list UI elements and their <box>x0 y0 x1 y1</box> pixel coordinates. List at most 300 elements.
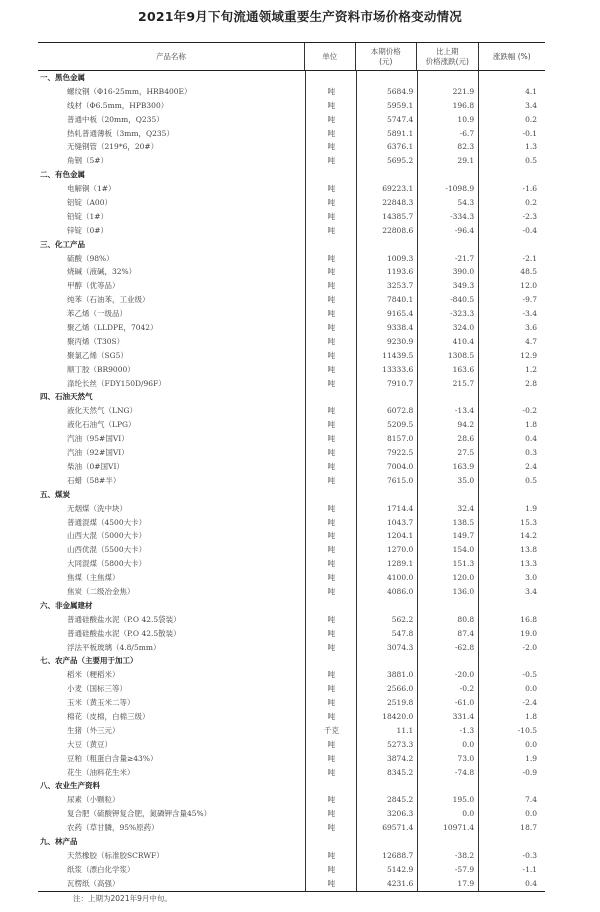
price-cell: 69223.1 <box>356 182 417 196</box>
table-row <box>38 127 545 141</box>
price-cell: 5209.5 <box>356 418 417 432</box>
category-row <box>38 390 545 404</box>
unit-cell: 吨 <box>305 377 356 391</box>
pct-cell: 3.4 <box>478 99 545 113</box>
price-cell: 5891.1 <box>356 127 417 141</box>
empty-cell <box>417 599 478 613</box>
pct-cell: 3.4 <box>478 585 545 599</box>
price-cell: 3074.3 <box>356 641 417 655</box>
change-cell: 32.4 <box>417 502 478 516</box>
category-label: 一、黑色金属 <box>40 73 85 82</box>
table-row <box>38 418 545 432</box>
price-cell: 1043.7 <box>356 516 417 530</box>
product-name: 液化石油气（LPG） <box>67 420 136 430</box>
price-cell: 3874.2 <box>356 752 417 766</box>
price-cell: 7910.7 <box>356 377 417 391</box>
unit-cell: 吨 <box>305 140 356 154</box>
empty-cell <box>305 168 356 182</box>
header-price-line2: (元) <box>379 56 393 66</box>
price-cell: 4100.0 <box>356 571 417 585</box>
price-cell: 1289.1 <box>356 557 417 571</box>
unit-cell: 吨 <box>305 363 356 377</box>
table-row <box>38 432 545 446</box>
price-table <box>38 42 545 892</box>
table-row <box>38 821 545 835</box>
category-row <box>38 835 545 849</box>
price-cell: 3206.3 <box>356 807 417 821</box>
category-label: 九、林产品 <box>40 836 78 846</box>
product-name: 普通中板（20mm，Q235） <box>67 114 164 124</box>
category-label: 二、有色金属 <box>40 170 85 180</box>
pct-cell: 13.3 <box>478 557 545 571</box>
change-cell: -334.3 <box>417 210 478 224</box>
price-cell: 2845.2 <box>356 793 417 807</box>
product-name: 无缝钢管（219*6，20#） <box>67 142 159 152</box>
pct-cell: -0.9 <box>478 766 545 780</box>
empty-cell <box>417 488 478 502</box>
product-name: 线材（Φ6.5mm，HPB300） <box>67 100 169 110</box>
footnote: 注：上期为2021年9月中旬。 <box>73 894 172 903</box>
unit-cell: 吨 <box>305 821 356 835</box>
product-name: 烧碱（液碱，32%） <box>67 267 137 277</box>
unit-cell: 吨 <box>305 571 356 585</box>
unit-cell: 吨 <box>305 182 356 196</box>
category-row <box>38 71 545 85</box>
table-header <box>38 43 545 71</box>
pct-cell: 12.9 <box>478 349 545 363</box>
unit-cell: 吨 <box>305 849 356 863</box>
table-row <box>38 446 545 460</box>
empty-cell <box>417 168 478 182</box>
pct-cell: 3.6 <box>478 321 545 335</box>
unit-cell: 吨 <box>305 543 356 557</box>
product-name: 角钢（5#） <box>67 156 109 166</box>
product-name: 山西优混（5500大卡） <box>67 545 147 555</box>
table-row <box>38 279 545 293</box>
unit-cell: 吨 <box>305 863 356 877</box>
unit-cell: 吨 <box>305 99 356 113</box>
table-row <box>38 307 545 321</box>
price-cell: 7004.0 <box>356 460 417 474</box>
empty-cell <box>478 238 545 252</box>
header-product-name: 产品名称 <box>155 51 186 61</box>
pct-cell: -2.1 <box>478 252 545 266</box>
empty-cell <box>478 488 545 502</box>
unit-cell: 吨 <box>305 418 356 432</box>
empty-cell <box>305 654 356 668</box>
unit-cell: 吨 <box>305 557 356 571</box>
category-row <box>38 599 545 613</box>
table-row <box>38 460 545 474</box>
change-cell: 28.6 <box>417 432 478 446</box>
table-row <box>38 85 545 99</box>
empty-cell <box>305 488 356 502</box>
pct-cell: 15.3 <box>478 516 545 530</box>
price-cell: 4231.6 <box>356 877 417 891</box>
table-body <box>38 71 545 891</box>
change-cell: 0.0 <box>417 738 478 752</box>
product-name: 纸浆（漂白化学浆） <box>67 864 135 874</box>
change-cell: 390.0 <box>417 265 478 279</box>
empty-cell <box>305 779 356 793</box>
table-row <box>38 196 545 210</box>
change-cell: 27.5 <box>417 446 478 460</box>
change-cell: -62.8 <box>417 641 478 655</box>
empty-cell <box>478 168 545 182</box>
unit-cell: 吨 <box>305 807 356 821</box>
product-name: 普通混煤（4500大卡） <box>67 517 147 527</box>
product-name: 尿素（小颗粒） <box>67 795 120 805</box>
product-name: 苯乙烯（一级品） <box>67 309 127 319</box>
price-cell: 3881.0 <box>356 668 417 682</box>
product-name: 普通硅酸盐水泥（P.O 42.5袋装） <box>67 614 181 624</box>
unit-cell: 吨 <box>305 502 356 516</box>
price-cell: 7922.5 <box>356 446 417 460</box>
table-row <box>38 585 545 599</box>
pct-cell: -0.2 <box>478 404 545 418</box>
change-cell: 0.0 <box>417 807 478 821</box>
header-price-line1: 本期价格 <box>370 46 401 56</box>
table-row <box>38 710 545 724</box>
empty-cell <box>478 71 545 85</box>
change-cell: 138.5 <box>417 516 478 530</box>
product-name: 山西大混（5000大卡） <box>67 531 147 541</box>
pct-cell: 1.2 <box>478 363 545 377</box>
pct-cell: -2.3 <box>478 210 545 224</box>
price-cell: 3253.7 <box>356 279 417 293</box>
change-cell: 10.9 <box>417 113 478 127</box>
change-cell: 17.9 <box>417 877 478 891</box>
unit-cell: 吨 <box>305 766 356 780</box>
product-name: 螺纹钢（Φ16-25mm，HRB400E） <box>67 86 192 96</box>
product-name: 铝锭（A00） <box>67 198 112 208</box>
category-label: 八、农业生产资料 <box>40 781 100 791</box>
category-label: 六、非金属建材 <box>40 600 93 610</box>
product-name: 石蜡（58#半） <box>67 475 121 485</box>
price-cell: 69571.4 <box>356 821 417 835</box>
category-label: 三、化工产品 <box>40 239 85 249</box>
table-row <box>38 113 545 127</box>
change-cell: 94.2 <box>417 418 478 432</box>
unit-cell: 吨 <box>305 877 356 891</box>
product-name: 花生（油料花生米） <box>67 767 135 777</box>
unit-cell: 吨 <box>305 279 356 293</box>
price-cell: 13333.6 <box>356 363 417 377</box>
change-cell: -840.5 <box>417 293 478 307</box>
pct-cell: 4.1 <box>478 85 545 99</box>
price-cell: 1204.1 <box>356 529 417 543</box>
table-row <box>38 627 545 641</box>
table-row <box>38 738 545 752</box>
pct-cell: 0.5 <box>478 154 545 168</box>
unit-cell: 吨 <box>305 404 356 418</box>
pct-cell: 1.3 <box>478 140 545 154</box>
product-name: 大豆（黄豆） <box>67 739 112 749</box>
change-cell: 35.0 <box>417 474 478 488</box>
category-label: 四、石油天然气 <box>40 392 93 402</box>
pct-cell: 14.2 <box>478 529 545 543</box>
change-cell: 120.0 <box>417 571 478 585</box>
unit-cell: 吨 <box>305 710 356 724</box>
change-cell: 29.1 <box>417 154 478 168</box>
table-row <box>38 682 545 696</box>
unit-cell: 吨 <box>305 682 356 696</box>
pct-cell: -9.7 <box>478 293 545 307</box>
category-label: 七、农产品（主要用于加工） <box>40 656 138 666</box>
pct-cell: 0.2 <box>478 196 545 210</box>
page-title: 2021年9月下旬流通领域重要生产资料市场价格变动情况 <box>138 9 462 24</box>
change-cell: -6.7 <box>417 127 478 141</box>
table-row <box>38 321 545 335</box>
price-cell: 11439.5 <box>356 349 417 363</box>
table-row <box>38 474 545 488</box>
change-cell: 331.4 <box>417 710 478 724</box>
empty-cell <box>478 599 545 613</box>
pct-cell: 7.4 <box>478 793 545 807</box>
table-row <box>38 752 545 766</box>
product-name: 棉花（皮棉，白棉三级） <box>67 711 150 721</box>
price-cell: 9165.4 <box>356 307 417 321</box>
pct-cell: -1.1 <box>478 863 545 877</box>
unit-cell: 吨 <box>305 613 356 627</box>
empty-cell <box>356 654 417 668</box>
pct-cell: 0.3 <box>478 446 545 460</box>
change-cell: -13.4 <box>417 404 478 418</box>
empty-cell <box>417 390 478 404</box>
table-row <box>38 224 545 238</box>
product-name: 硫酸（98%） <box>67 253 114 263</box>
empty-cell <box>417 835 478 849</box>
empty-cell <box>356 488 417 502</box>
unit-cell: 吨 <box>305 252 356 266</box>
table-row <box>38 210 545 224</box>
empty-cell <box>305 599 356 613</box>
pct-cell: 0.0 <box>478 738 545 752</box>
pct-cell: 0.4 <box>478 877 545 891</box>
table-row <box>38 807 545 821</box>
pct-cell: 0.0 <box>478 682 545 696</box>
empty-cell <box>417 779 478 793</box>
unit-cell: 吨 <box>305 265 356 279</box>
price-cell: 8345.2 <box>356 766 417 780</box>
change-cell: 196.8 <box>417 99 478 113</box>
pct-cell: -3.4 <box>478 307 545 321</box>
pct-cell: 16.8 <box>478 613 545 627</box>
table-row <box>38 793 545 807</box>
pct-cell: -0.1 <box>478 127 545 141</box>
price-cell: 5142.9 <box>356 863 417 877</box>
change-cell: -57.9 <box>417 863 478 877</box>
table-row <box>38 613 545 627</box>
table-row <box>38 696 545 710</box>
empty-cell <box>305 71 356 85</box>
empty-cell <box>478 835 545 849</box>
header-change-line2: 价格涨跌(元) <box>425 56 469 66</box>
pct-cell: -0.4 <box>478 224 545 238</box>
product-name: 聚氯乙烯（SG5） <box>67 350 128 360</box>
price-cell: 2519.8 <box>356 696 417 710</box>
product-name: 电解铜（1#） <box>67 184 116 194</box>
change-cell: 73.0 <box>417 752 478 766</box>
product-name: 液化天然气（LNG） <box>67 406 138 416</box>
change-cell: 163.6 <box>417 363 478 377</box>
unit-cell: 吨 <box>305 85 356 99</box>
price-cell: 562.2 <box>356 613 417 627</box>
change-cell: 151.3 <box>417 557 478 571</box>
product-name: 柴油（0#国VI） <box>67 461 124 471</box>
header-unit: 单位 <box>304 43 355 70</box>
empty-cell <box>356 168 417 182</box>
change-cell: 1308.5 <box>417 349 478 363</box>
product-name: 普通硅酸盐水泥（P.O 42.5散装） <box>67 628 181 638</box>
product-name: 聚丙烯（T30S） <box>67 336 125 346</box>
table-row <box>38 154 545 168</box>
table-row <box>38 543 545 557</box>
pct-cell: -2.4 <box>478 696 545 710</box>
pct-cell: -0.5 <box>478 668 545 682</box>
change-cell: -0.2 <box>417 682 478 696</box>
price-cell: 547.8 <box>356 627 417 641</box>
category-row <box>38 488 545 502</box>
price-cell: 18420.0 <box>356 710 417 724</box>
unit-cell: 千克 <box>305 724 356 738</box>
price-cell: 1193.6 <box>356 265 417 279</box>
unit-cell: 吨 <box>305 474 356 488</box>
price-cell: 12688.7 <box>356 849 417 863</box>
price-cell: 1270.0 <box>356 543 417 557</box>
change-cell: 349.3 <box>417 279 478 293</box>
pct-cell: -1.6 <box>478 182 545 196</box>
table-row <box>38 877 545 891</box>
pct-cell: 13.8 <box>478 543 545 557</box>
unit-cell: 吨 <box>305 321 356 335</box>
table-row <box>38 335 545 349</box>
empty-cell <box>356 238 417 252</box>
change-cell: 163.9 <box>417 460 478 474</box>
table-row <box>38 516 545 530</box>
product-name: 焦煤（主焦煤） <box>67 573 120 583</box>
price-cell: 4086.0 <box>356 585 417 599</box>
empty-cell <box>478 390 545 404</box>
price-cell: 2566.0 <box>356 682 417 696</box>
price-cell: 1714.4 <box>356 502 417 516</box>
product-name: 无烟煤（洗中块） <box>67 503 127 513</box>
price-cell: 9230.9 <box>356 335 417 349</box>
pct-cell: 1.9 <box>478 502 545 516</box>
product-name: 甲醇（优等品） <box>67 281 120 291</box>
unit-cell: 吨 <box>305 446 356 460</box>
table-row <box>38 571 545 585</box>
table-row <box>38 99 545 113</box>
table-row <box>38 863 545 877</box>
pct-cell: 18.7 <box>478 821 545 835</box>
category-row <box>38 168 545 182</box>
product-name: 稻米（粳稻米） <box>67 670 120 680</box>
category-row <box>38 238 545 252</box>
change-cell: -38.2 <box>417 849 478 863</box>
price-cell: 8157.0 <box>356 432 417 446</box>
pct-cell: 2.8 <box>478 377 545 391</box>
change-cell: 410.4 <box>417 335 478 349</box>
change-cell: -96.4 <box>417 224 478 238</box>
table-row <box>38 724 545 738</box>
product-name: 天然橡胶（标准胶SCRWF） <box>67 850 164 860</box>
unit-cell: 吨 <box>305 432 356 446</box>
pct-cell: 0.4 <box>478 432 545 446</box>
empty-cell <box>417 71 478 85</box>
pct-cell: 4.7 <box>478 335 545 349</box>
category-label: 五、煤炭 <box>40 489 70 499</box>
unit-cell: 吨 <box>305 224 356 238</box>
header-change-line1: 比上期 <box>436 46 459 56</box>
change-cell: 324.0 <box>417 321 478 335</box>
category-row <box>38 779 545 793</box>
pct-cell: 19.0 <box>478 627 545 641</box>
unit-cell: 吨 <box>305 668 356 682</box>
pct-cell: 0.5 <box>478 474 545 488</box>
table-row <box>38 502 545 516</box>
empty-cell <box>305 238 356 252</box>
price-cell: 5684.9 <box>356 85 417 99</box>
product-name: 汽油（92#国VI） <box>67 448 129 458</box>
product-name: 豆粕（粗蛋白含量≥43%） <box>67 753 158 763</box>
empty-cell <box>478 779 545 793</box>
price-cell: 14385.7 <box>356 210 417 224</box>
table-row <box>38 641 545 655</box>
table-row <box>38 363 545 377</box>
pct-cell: 0.0 <box>478 807 545 821</box>
price-cell: 11.1 <box>356 724 417 738</box>
product-name: 生猪（外三元） <box>67 725 120 735</box>
change-cell: 215.7 <box>417 377 478 391</box>
change-cell: 136.0 <box>417 585 478 599</box>
table-row <box>38 849 545 863</box>
unit-cell: 吨 <box>305 335 356 349</box>
change-cell: -1098.9 <box>417 182 478 196</box>
unit-cell: 吨 <box>305 307 356 321</box>
product-name: 汽油（95#国VI） <box>67 434 129 444</box>
change-cell: -21.7 <box>417 252 478 266</box>
pct-cell: 1.8 <box>478 710 545 724</box>
unit-cell: 吨 <box>305 585 356 599</box>
price-cell: 5747.4 <box>356 113 417 127</box>
product-name: 顺丁胶（BR9000） <box>67 364 135 374</box>
unit-cell: 吨 <box>305 460 356 474</box>
price-cell: 1009.3 <box>356 252 417 266</box>
empty-cell <box>356 835 417 849</box>
change-cell: 149.7 <box>417 529 478 543</box>
pct-cell: -10.5 <box>478 724 545 738</box>
table-row <box>38 349 545 363</box>
table-row <box>38 766 545 780</box>
empty-cell <box>417 654 478 668</box>
empty-cell <box>356 390 417 404</box>
unit-cell: 吨 <box>305 696 356 710</box>
change-cell: -323.3 <box>417 307 478 321</box>
table-row <box>38 293 545 307</box>
table-row <box>38 377 545 391</box>
change-cell: 87.4 <box>417 627 478 641</box>
product-name: 涤纶长丝（FDY150D/96F） <box>67 378 166 388</box>
header-pct: 涨跌幅 (%) <box>478 43 545 70</box>
pct-cell: -2.0 <box>478 641 545 655</box>
unit-cell: 吨 <box>305 752 356 766</box>
unit-cell: 吨 <box>305 627 356 641</box>
empty-cell <box>356 779 417 793</box>
table-row <box>38 557 545 571</box>
change-cell: -20.0 <box>417 668 478 682</box>
empty-cell <box>356 599 417 613</box>
